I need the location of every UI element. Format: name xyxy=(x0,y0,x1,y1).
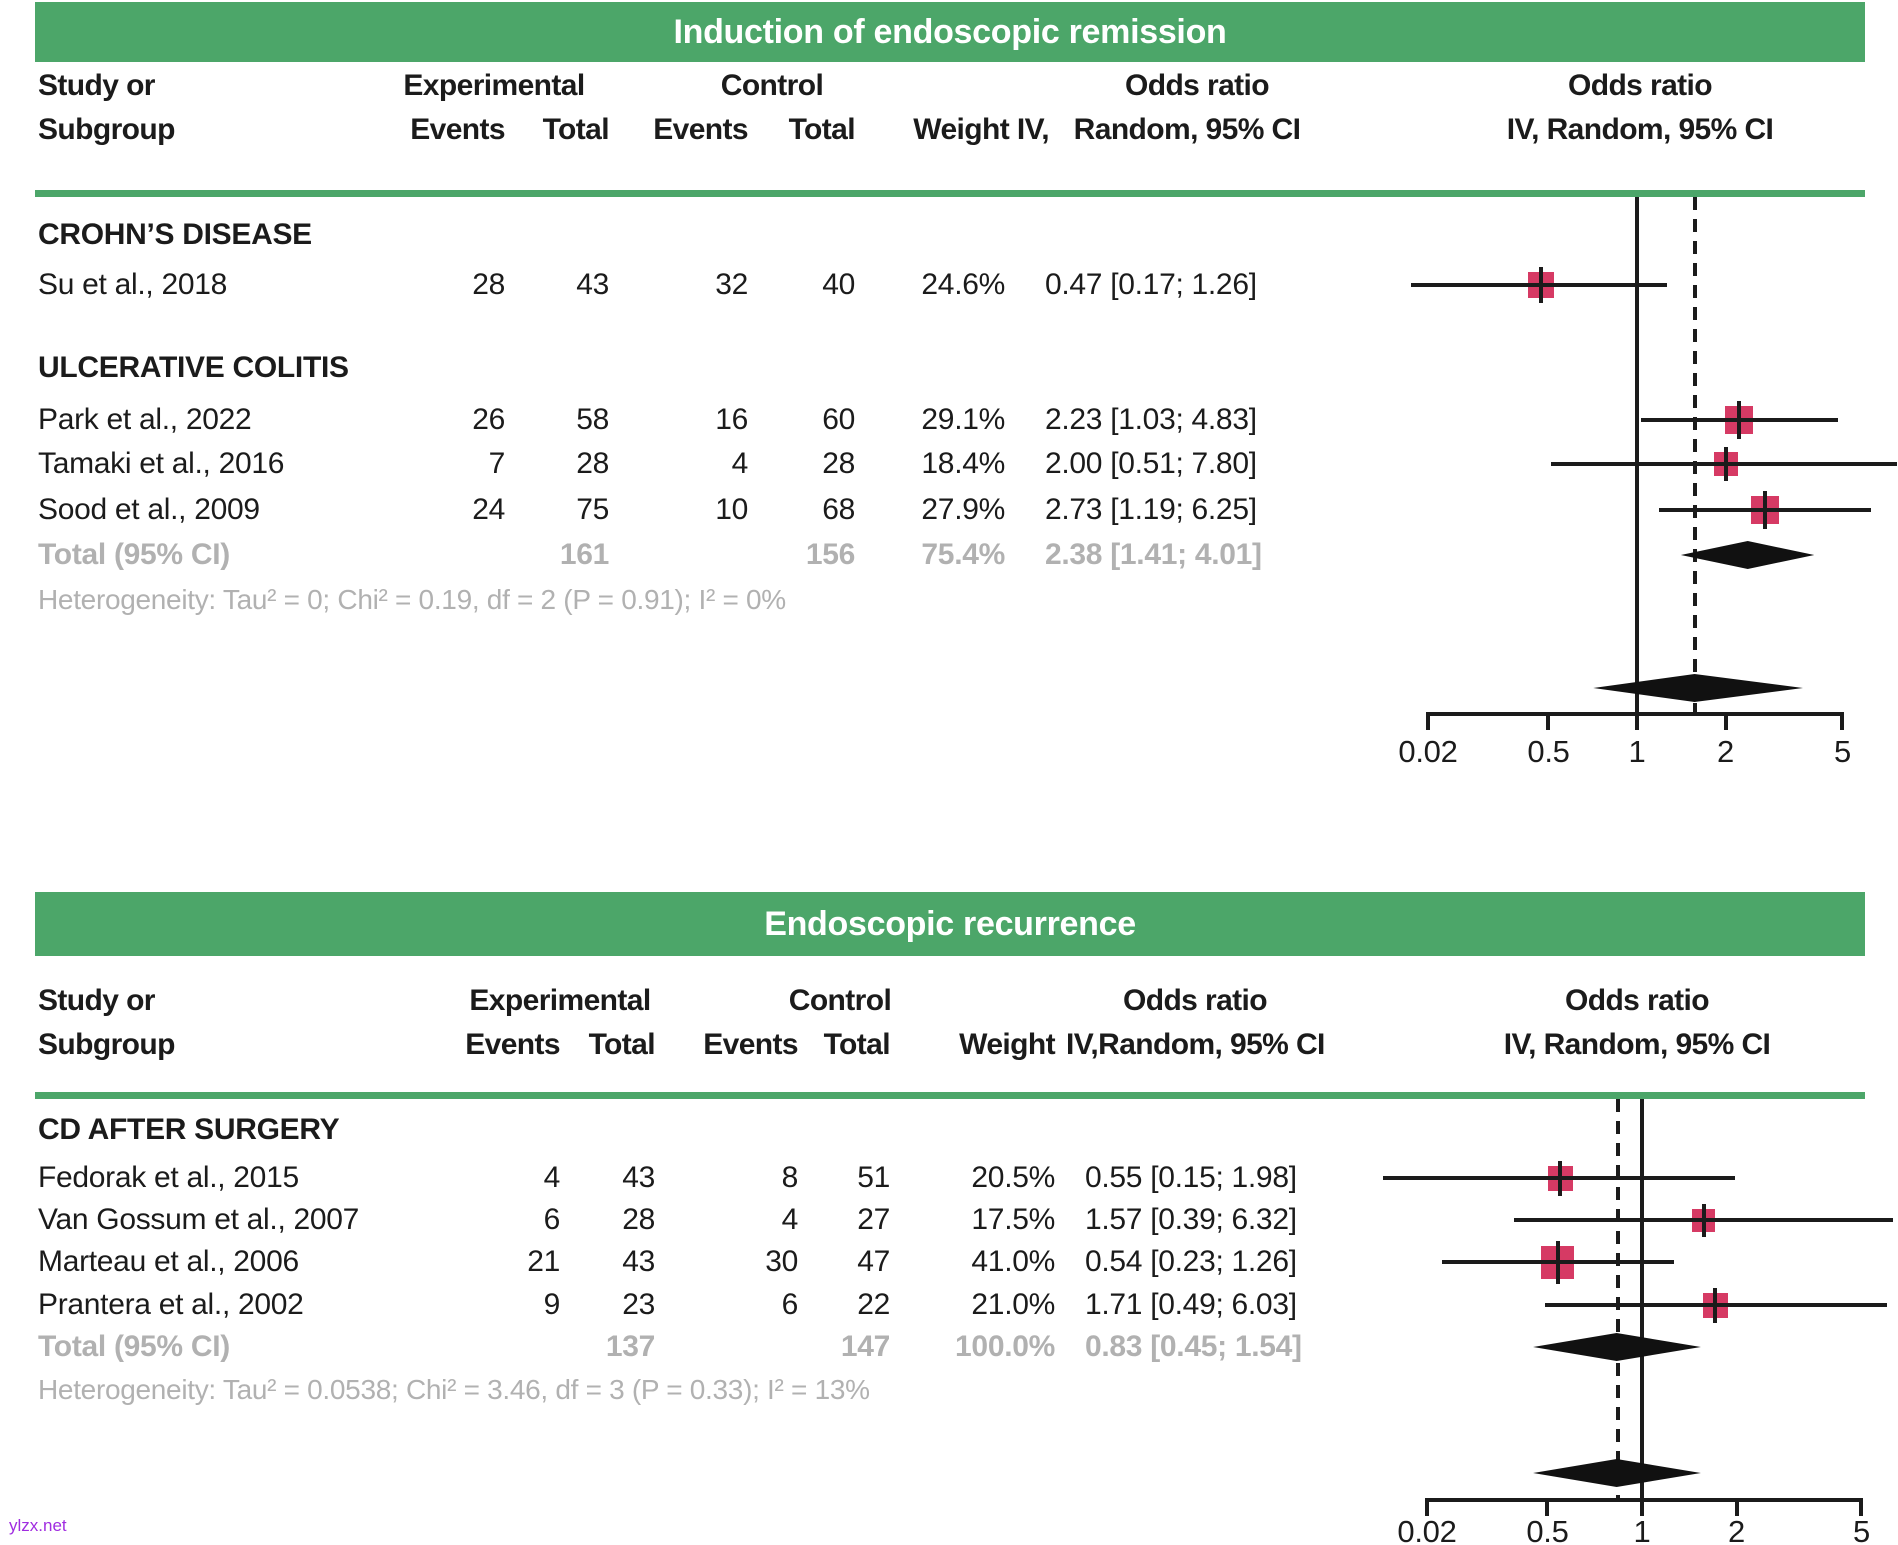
x-axis-tick xyxy=(1724,712,1728,730)
column-header-experimental: Experimental xyxy=(403,69,585,102)
row-odds-ratio-ci: 2.73 [1.19; 6.25] xyxy=(1045,493,1257,526)
row-odds-ratio-ci: 1.57 [0.39; 6.32] xyxy=(1085,1203,1297,1236)
ci-line-over xyxy=(1411,283,1667,287)
column-header-study: Study or xyxy=(38,984,155,1017)
x-axis-tick-label: 5 xyxy=(1852,1514,1870,1545)
row-weight: 100.0% xyxy=(955,1330,1055,1363)
subgroup-heading: CROHN’S DISEASE xyxy=(38,218,312,251)
ci-line-over xyxy=(1383,1176,1735,1180)
row-ctrl-total: 68 xyxy=(822,493,855,526)
column-header-control: Control xyxy=(720,69,824,102)
row-ctrl-events: 30 xyxy=(765,1245,798,1278)
header-separator xyxy=(35,190,1865,197)
panel-title: Induction of endoscopic remission xyxy=(673,12,1227,51)
row-exp-total: 28 xyxy=(622,1203,655,1236)
x-axis-tick-label: 1 xyxy=(1628,734,1646,769)
row-exp-total: 23 xyxy=(622,1288,655,1321)
row-exp-total: 137 xyxy=(605,1330,655,1363)
row-ctrl-events: 6 xyxy=(781,1288,798,1321)
row-exp-total: 43 xyxy=(622,1161,655,1194)
row-weight: 75.4% xyxy=(921,538,1005,571)
panel-title: Endoscopic recurrence xyxy=(764,904,1136,943)
heterogeneity-note: Heterogeneity: Tau² = 0; Chi² = 0.19, df = 2 (P = 0.91); I² = 0% xyxy=(38,584,786,615)
column-header-subgroup: Subgroup xyxy=(38,113,175,146)
row-study-label: Total (95% CI) xyxy=(38,1330,230,1363)
column-header-events-ctrl: Events xyxy=(653,113,748,146)
column-header-ci: IV,Random, 95% CI xyxy=(1066,1028,1325,1061)
subgroup-heading: ULCERATIVE COLITIS xyxy=(38,351,349,384)
row-exp-events: 4 xyxy=(543,1161,560,1194)
row-ctrl-total: 51 xyxy=(857,1161,890,1194)
pooled-effect-dashed-line xyxy=(1616,1099,1620,1498)
header-separator xyxy=(35,1092,1865,1099)
row-ctrl-total: 27 xyxy=(857,1203,890,1236)
x-axis-tick xyxy=(1426,712,1430,730)
overall-diamond xyxy=(1533,1459,1701,1487)
plot-header-odds-ratio: Odds ratio xyxy=(1564,984,1709,1017)
row-exp-events: 9 xyxy=(543,1288,560,1321)
row-weight: 20.5% xyxy=(971,1161,1055,1194)
plot-header-ci: IV, Random, 95% CI xyxy=(1503,1028,1771,1061)
column-header-events-exp: Events xyxy=(410,113,505,146)
column-header-weight: Weight IV, xyxy=(913,113,1049,146)
row-ctrl-events: 4 xyxy=(781,1203,798,1236)
row-exp-total: 43 xyxy=(576,268,609,301)
column-header-control: Control xyxy=(788,984,892,1017)
row-study-label: Prantera et al., 2002 xyxy=(38,1288,304,1321)
column-header-total-ctrl: Total xyxy=(823,1028,890,1061)
row-study-label: Marteau et al., 2006 xyxy=(38,1245,299,1278)
row-ctrl-total: 28 xyxy=(822,447,855,480)
row-exp-events: 24 xyxy=(472,493,505,526)
x-axis-tick-label: 2 xyxy=(1728,1514,1745,1545)
row-odds-ratio-ci: 2.38 [1.41; 4.01] xyxy=(1045,538,1262,571)
subtotal-diamond xyxy=(1681,541,1814,569)
row-study-label: Tamaki et al., 2016 xyxy=(38,447,285,480)
column-header-study: Study or xyxy=(38,69,155,102)
row-ctrl-total: 47 xyxy=(857,1245,890,1278)
ci-line-over xyxy=(1551,462,1897,466)
row-odds-ratio-ci: 2.00 [0.51; 7.80] xyxy=(1045,447,1257,480)
column-header-total-exp: Total xyxy=(588,1028,655,1061)
x-axis-tick-label: 2 xyxy=(1717,734,1734,769)
row-ctrl-total: 147 xyxy=(840,1330,890,1363)
row-exp-events: 21 xyxy=(527,1245,560,1278)
x-axis-tick-label: 0.5 xyxy=(1527,734,1570,769)
row-study-label: Van Gossum et al., 2007 xyxy=(38,1203,360,1236)
row-weight: 24.6% xyxy=(921,268,1005,301)
column-header-weight: Weight xyxy=(959,1028,1055,1061)
ci-line-over xyxy=(1659,508,1871,512)
watermark: ylzx.net xyxy=(9,1516,67,1535)
row-weight: 27.9% xyxy=(921,493,1005,526)
heterogeneity-note: Heterogeneity: Tau² = 0.0538; Chi² = 3.46, df = 3 (P = 0.33); I² = 13% xyxy=(38,1374,870,1405)
x-axis-tick-label: 1 xyxy=(1633,1514,1651,1545)
row-odds-ratio-ci: 1.71 [0.49; 6.03] xyxy=(1085,1288,1297,1321)
row-odds-ratio-ci: 2.23 [1.03; 4.83] xyxy=(1045,403,1257,436)
column-header-ci: Random, 95% CI xyxy=(1073,113,1301,146)
panel-title-bar xyxy=(35,892,1865,956)
row-exp-events: 7 xyxy=(488,447,505,480)
row-odds-ratio-ci: 0.55 [0.15; 1.98] xyxy=(1085,1161,1297,1194)
row-exp-events: 28 xyxy=(472,268,505,301)
column-header-total-exp: Total xyxy=(542,113,609,146)
row-weight: 29.1% xyxy=(921,403,1005,436)
row-ctrl-total: 40 xyxy=(822,268,855,301)
ci-line-over xyxy=(1514,1218,1894,1222)
column-header-odds-ratio: Odds ratio xyxy=(1122,984,1267,1017)
x-axis-tick-label: 0.5 xyxy=(1526,1514,1569,1545)
row-odds-ratio-ci: 0.47 [0.17; 1.26] xyxy=(1045,268,1257,301)
x-axis-tick-label: 0.02 xyxy=(1397,1514,1457,1545)
x-axis-tick xyxy=(1635,712,1639,730)
row-exp-events: 6 xyxy=(543,1203,560,1236)
row-ctrl-events: 8 xyxy=(781,1161,798,1194)
row-study-label: Fedorak et al., 2015 xyxy=(38,1161,299,1194)
row-ctrl-events: 10 xyxy=(715,493,748,526)
row-exp-events: 26 xyxy=(472,403,505,436)
row-weight: 17.5% xyxy=(971,1203,1055,1236)
row-study-label: Park et al., 2022 xyxy=(38,403,252,436)
plot-header-ci: IV, Random, 95% CI xyxy=(1506,113,1774,146)
column-header-odds-ratio: Odds ratio xyxy=(1124,69,1269,102)
row-ctrl-events: 4 xyxy=(731,447,748,480)
x-axis-line xyxy=(1425,1498,1863,1502)
ci-line-over xyxy=(1545,1303,1887,1307)
x-axis-tick-label: 5 xyxy=(1834,734,1851,769)
row-ctrl-events: 16 xyxy=(715,403,748,436)
null-effect-line xyxy=(1635,197,1639,712)
row-weight: 41.0% xyxy=(971,1245,1055,1278)
x-axis-tick xyxy=(1546,712,1550,730)
row-ctrl-total: 156 xyxy=(805,538,855,571)
row-ctrl-total: 22 xyxy=(857,1288,890,1321)
column-header-events-ctrl: Events xyxy=(703,1028,798,1061)
row-ctrl-total: 60 xyxy=(822,403,855,436)
row-weight: 21.0% xyxy=(971,1288,1055,1321)
column-header-events-exp: Events xyxy=(465,1028,560,1061)
column-header-subgroup: Subgroup xyxy=(38,1028,175,1061)
row-exp-total: 43 xyxy=(622,1245,655,1278)
row-weight: 18.4% xyxy=(921,447,1005,480)
row-study-label: Total (95% CI) xyxy=(38,538,230,571)
column-header-total-ctrl: Total xyxy=(788,113,855,146)
x-axis-tick xyxy=(1840,712,1844,730)
row-exp-total: 75 xyxy=(576,493,609,526)
x-axis-tick-label: 0.02 xyxy=(1398,734,1458,769)
row-exp-total: 161 xyxy=(559,538,609,571)
row-ctrl-events: 32 xyxy=(715,268,748,301)
column-header-experimental: Experimental xyxy=(469,984,651,1017)
overall-diamond xyxy=(1593,674,1803,702)
row-odds-ratio-ci: 0.83 [0.45; 1.54] xyxy=(1085,1330,1302,1363)
row-odds-ratio-ci: 0.54 [0.23; 1.26] xyxy=(1085,1245,1297,1278)
row-study-label: Su et al., 2018 xyxy=(38,268,227,301)
ci-line-over xyxy=(1442,1260,1674,1264)
null-effect-line xyxy=(1640,1099,1644,1498)
row-exp-total: 28 xyxy=(576,447,609,480)
plot-header-odds-ratio: Odds ratio xyxy=(1567,69,1712,102)
ci-line-over xyxy=(1641,418,1838,422)
row-study-label: Sood et al., 2009 xyxy=(38,493,260,526)
row-exp-total: 58 xyxy=(576,403,609,436)
subtotal-diamond xyxy=(1533,1333,1701,1361)
pooled-effect-dashed-line xyxy=(1693,197,1697,712)
panel-title-bar xyxy=(35,2,1865,62)
subgroup-heading: CD AFTER SURGERY xyxy=(38,1113,340,1146)
